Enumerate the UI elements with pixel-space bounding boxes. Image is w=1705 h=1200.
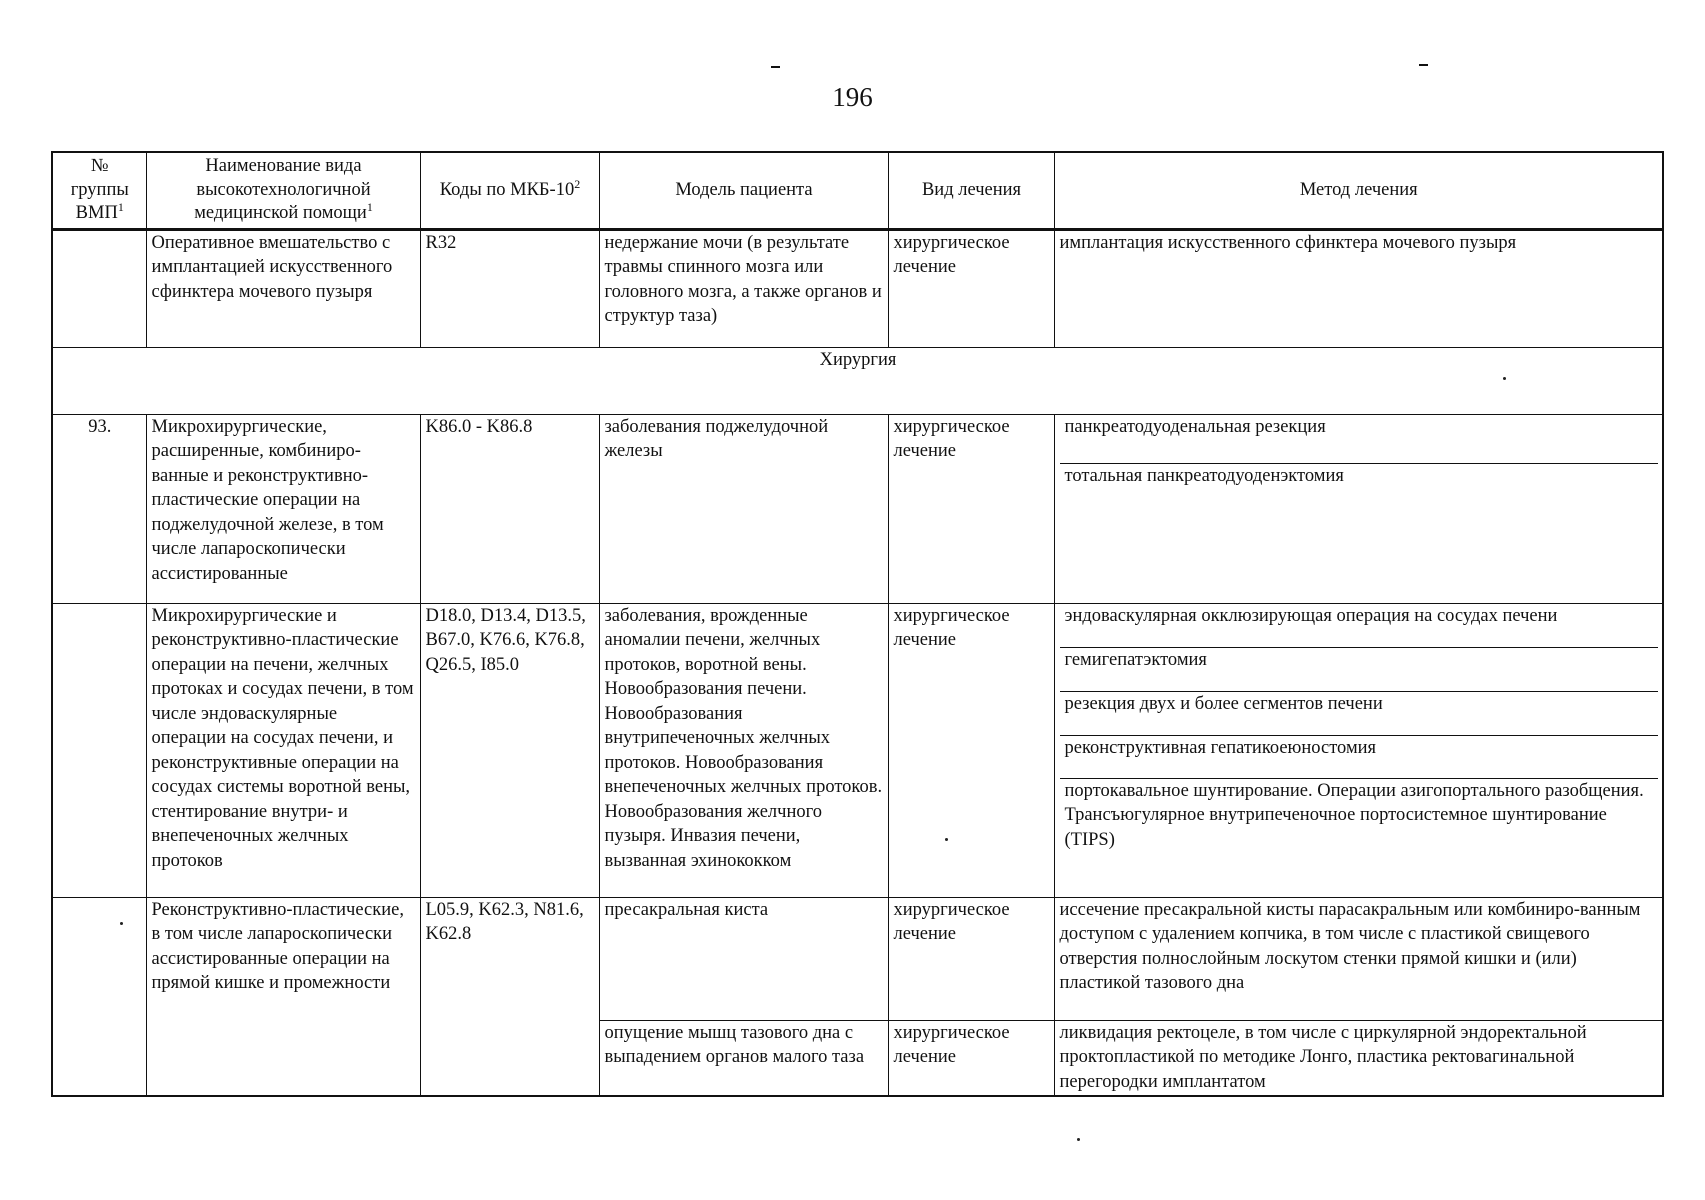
method-item: реконструктивная гепатикоеюностомия [1060, 736, 1659, 779]
table-row [52, 414, 1663, 603]
section-title: Хирургия [52, 347, 1663, 414]
care-name-cell: Оперативное вмешательство с имплантацией искусственного сфинктера мочевого пузыря [146, 229, 420, 347]
header-row [52, 152, 1663, 229]
treatment-method-cell: иссечение пресакральной кисты парасакральным или комбиниро-ванным доступом с удалением копчика, в том числе с пластикой свищевого отверстия полнослойным лоскутом стенки прямой кишки и (или) пластикой тазового дна [1054, 897, 1663, 1020]
group-number-cell [52, 897, 146, 1096]
group-number-cell [52, 229, 146, 347]
table-row [52, 897, 1663, 1020]
header-treatment-type: Вид лечения [888, 152, 1054, 229]
method-item: тотальная панкреатодуоденэктомия [1064, 465, 1344, 486]
method-item: панкреатодуоденальная резекция [1060, 415, 1659, 464]
treatment-type-cell: хирургическое лечение [888, 414, 1054, 603]
icd-codes-cell: L05.9, K62.3, N81.6, K62.8 [420, 897, 599, 1096]
header-group-number: № группы ВМП$^1$ [52, 152, 146, 229]
patient-model-cell: заболевания поджелудочной железы [599, 414, 888, 603]
treatment-method-cell [1054, 603, 1663, 897]
table-row [52, 229, 1663, 347]
vmp-table [51, 151, 1664, 1097]
header-treatment-method: Метод лечения [1054, 152, 1663, 229]
treatment-type-cell: хирургическое лечение [888, 1020, 1054, 1096]
header-care-name: Наименование вида высокотехнологичной медицинской помощи$^1$ [146, 152, 420, 229]
patient-model-cell: заболевания, врожденные аномалии печени, желчных протоков, воротной вены. Новообразования печени. Новообразования внутрипеченочных желчных протоков. Новообразования внепеченочных желчных протоков. Новообразования желчного пузыря. Инвазия печени, вызванная эхинококком [599, 603, 888, 897]
treatment-type-cell: хирургическое лечение [888, 897, 1054, 1020]
treatment-type-cell: хирургическое лечение [888, 229, 1054, 347]
header-icd-codes: Коды по МКБ-$10^2$ [420, 152, 599, 229]
header-patient-model: Модель пациента [599, 152, 888, 229]
method-item: гемигепатэктомия [1060, 648, 1659, 692]
care-name-cell: Микрохирургические и реконструктивно-пластические операции на печени, желчных протоках и сосудах печени, в том числе эндоваскулярные операции на сосудах печени, и реконструктивные операции на сосудах системы воротной вены, стентирование внутри- и внепеченочных желчных протоков [146, 603, 420, 897]
icd-codes-cell: D18.0, D13.4, D13.5, B67.0, K76.6, K76.8, Q26.5, I85.0 [420, 603, 599, 897]
icd-codes-cell: K86.0 - K86.8 [420, 414, 599, 603]
patient-model-cell: недержание мочи (в результате травмы спинного мозга или головного мозга, а также органов и структур таза) [599, 229, 888, 347]
patient-model-cell: опущение мышц тазового дна с выпадением органов малого таза [599, 1020, 888, 1096]
care-name-cell: Реконструктивно-пластические, в том числе лапароскопически ассистированные операции на прямой кишке и промежности [146, 897, 420, 1096]
treatment-method-cell: имплантация искусственного сфинктера мочевого пузыря [1054, 229, 1663, 347]
page-number: 196 [832, 82, 873, 112]
patient-model-cell: пресакральная киста [599, 897, 888, 1020]
care-name-cell: Микрохирургические, расширенные, комбиниро-ванные и реконструктивно-пластические операции на поджелудочной железе, в том числе лапароскопически ассистированные [146, 414, 420, 603]
group-number-cell: 93. [52, 414, 146, 603]
method-item: портокавальное шунтирование. Операции азигопортального разобщения. Трансъюгулярное внутрипеченочное портосистемное шунтирование (TIPS) [1064, 780, 1644, 850]
group-number-cell [52, 603, 146, 897]
method-item: эндоваскулярная окклюзирующая операция на сосудах печени [1060, 604, 1659, 648]
section-row [52, 347, 1663, 414]
icd-codes-cell: R32 [420, 229, 599, 347]
treatment-type-cell: хирургическое лечение [888, 603, 1054, 897]
treatment-method-cell: ликвидация ректоцеле, в том числе с циркулярной эндоректальной проктопластикой по методике Лонго, пластика ректовагинальной перегородки имплантатом [1054, 1020, 1663, 1096]
treatment-method-cell [1054, 414, 1663, 603]
method-item: резекция двух и более сегментов печени [1060, 692, 1659, 736]
table-row [52, 603, 1663, 897]
